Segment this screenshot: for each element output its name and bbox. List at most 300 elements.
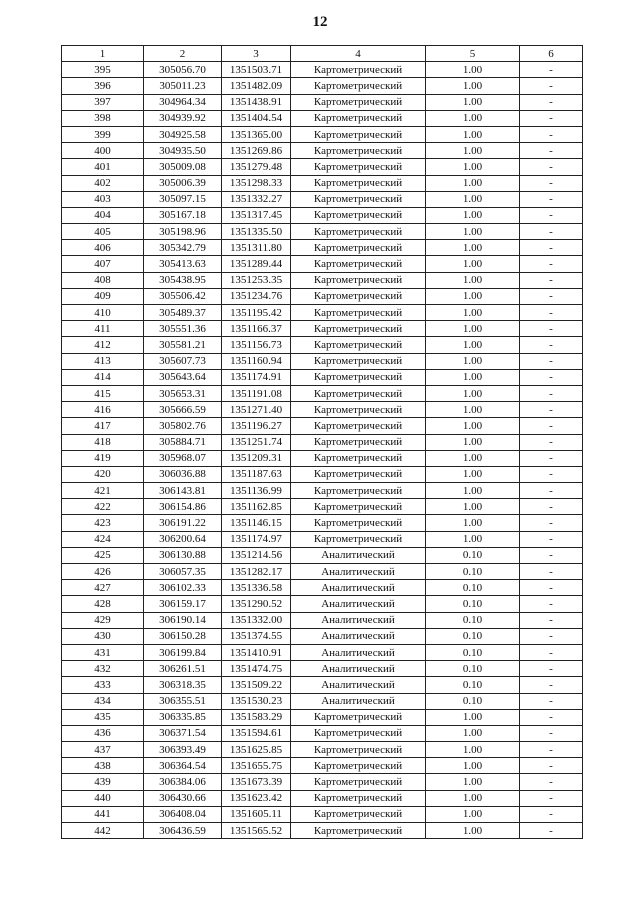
note-cell: -: [520, 483, 583, 499]
x-coordinate-cell: 305198.96: [144, 224, 222, 240]
method-cell: Картометрический: [291, 240, 426, 256]
y-coordinate-cell: 1351374.55: [222, 628, 291, 644]
method-cell: Аналитический: [291, 644, 426, 660]
point-number-cell: 418: [62, 434, 144, 450]
point-number-cell: 430: [62, 628, 144, 644]
note-cell: -: [520, 94, 583, 110]
point-number-cell: 431: [62, 644, 144, 660]
accuracy-cell: 1.00: [426, 466, 520, 482]
method-cell: Аналитический: [291, 628, 426, 644]
note-cell: -: [520, 143, 583, 159]
method-cell: Картометрический: [291, 823, 426, 839]
point-number-cell: 411: [62, 321, 144, 337]
x-coordinate-cell: 306318.35: [144, 677, 222, 693]
y-coordinate-cell: 1351605.11: [222, 806, 291, 822]
accuracy-cell: 1.00: [426, 240, 520, 256]
x-coordinate-cell: 305968.07: [144, 450, 222, 466]
method-cell: Картометрический: [291, 305, 426, 321]
point-number-cell: 417: [62, 418, 144, 434]
table-row: [62, 709, 583, 725]
point-number-cell: 405: [62, 224, 144, 240]
note-cell: -: [520, 256, 583, 272]
point-number-cell: 436: [62, 725, 144, 741]
x-coordinate-cell: 305006.39: [144, 175, 222, 191]
method-cell: Картометрический: [291, 191, 426, 207]
table-row: [62, 564, 583, 580]
note-cell: -: [520, 369, 583, 385]
y-coordinate-cell: 1351289.44: [222, 256, 291, 272]
x-coordinate-cell: 305666.59: [144, 402, 222, 418]
y-coordinate-cell: 1351214.56: [222, 547, 291, 563]
point-number-cell: 408: [62, 272, 144, 288]
note-cell: -: [520, 240, 583, 256]
note-cell: -: [520, 806, 583, 822]
note-cell: -: [520, 661, 583, 677]
method-cell: Картометрический: [291, 450, 426, 466]
table-row: [62, 288, 583, 304]
point-number-cell: 422: [62, 499, 144, 515]
note-cell: -: [520, 434, 583, 450]
point-number-cell: 425: [62, 547, 144, 563]
table-row: [62, 159, 583, 175]
point-number-cell: 441: [62, 806, 144, 822]
method-cell: Картометрический: [291, 483, 426, 499]
x-coordinate-cell: 306393.49: [144, 742, 222, 758]
x-coordinate-cell: 305489.37: [144, 305, 222, 321]
column-header-5: 5: [426, 46, 520, 62]
y-coordinate-cell: 1351136.99: [222, 483, 291, 499]
accuracy-cell: 1.00: [426, 790, 520, 806]
note-cell: -: [520, 580, 583, 596]
note-cell: -: [520, 742, 583, 758]
y-coordinate-cell: 1351279.48: [222, 159, 291, 175]
note-cell: -: [520, 159, 583, 175]
note-cell: -: [520, 62, 583, 78]
x-coordinate-cell: 305097.15: [144, 191, 222, 207]
x-coordinate-cell: 305551.36: [144, 321, 222, 337]
x-coordinate-cell: 306408.04: [144, 806, 222, 822]
x-coordinate-cell: 306364.54: [144, 758, 222, 774]
table-row: [62, 790, 583, 806]
method-cell: Картометрический: [291, 758, 426, 774]
accuracy-cell: 1.00: [426, 385, 520, 401]
table-row: [62, 823, 583, 839]
x-coordinate-cell: 306191.22: [144, 515, 222, 531]
note-cell: -: [520, 402, 583, 418]
accuracy-cell: 1.00: [426, 418, 520, 434]
x-coordinate-cell: 305009.08: [144, 159, 222, 175]
table-row: [62, 418, 583, 434]
x-coordinate-cell: 306200.64: [144, 531, 222, 547]
y-coordinate-cell: 1351234.76: [222, 288, 291, 304]
x-coordinate-cell: 306154.86: [144, 499, 222, 515]
method-cell: Картометрический: [291, 774, 426, 790]
method-cell: Аналитический: [291, 547, 426, 563]
x-coordinate-cell: 305884.71: [144, 434, 222, 450]
note-cell: -: [520, 418, 583, 434]
point-number-cell: 415: [62, 385, 144, 401]
method-cell: Картометрический: [291, 78, 426, 94]
x-coordinate-cell: 305506.42: [144, 288, 222, 304]
point-number-cell: 399: [62, 126, 144, 142]
table-row: [62, 126, 583, 142]
y-coordinate-cell: 1351162.85: [222, 499, 291, 515]
point-number-cell: 423: [62, 515, 144, 531]
y-coordinate-cell: 1351195.42: [222, 305, 291, 321]
point-number-cell: 432: [62, 661, 144, 677]
page-number: 12: [312, 14, 328, 30]
method-cell: Картометрический: [291, 466, 426, 482]
method-cell: Аналитический: [291, 580, 426, 596]
x-coordinate-cell: 305653.31: [144, 385, 222, 401]
accuracy-cell: 0.10: [426, 644, 520, 660]
point-number-cell: 421: [62, 483, 144, 499]
method-cell: Картометрический: [291, 159, 426, 175]
accuracy-cell: 0.10: [426, 661, 520, 677]
table-row: [62, 369, 583, 385]
table-row: [62, 466, 583, 482]
y-coordinate-cell: 1351332.00: [222, 612, 291, 628]
note-cell: -: [520, 758, 583, 774]
accuracy-cell: 1.00: [426, 483, 520, 499]
note-cell: -: [520, 337, 583, 353]
accuracy-cell: 0.10: [426, 547, 520, 563]
point-number-cell: 440: [62, 790, 144, 806]
x-coordinate-cell: 304935.50: [144, 143, 222, 159]
y-coordinate-cell: 1351146.15: [222, 515, 291, 531]
point-number-cell: 413: [62, 353, 144, 369]
note-cell: -: [520, 823, 583, 839]
x-coordinate-cell: 305167.18: [144, 207, 222, 223]
y-coordinate-cell: 1351335.50: [222, 224, 291, 240]
x-coordinate-cell: 305643.64: [144, 369, 222, 385]
x-coordinate-cell: 306384.06: [144, 774, 222, 790]
accuracy-cell: 1.00: [426, 78, 520, 94]
table-row: [62, 240, 583, 256]
point-number-cell: 412: [62, 337, 144, 353]
table-row: [62, 207, 583, 223]
y-coordinate-cell: 1351174.97: [222, 531, 291, 547]
method-cell: Картометрический: [291, 806, 426, 822]
point-number-cell: 404: [62, 207, 144, 223]
x-coordinate-cell: 306057.35: [144, 564, 222, 580]
accuracy-cell: 1.00: [426, 402, 520, 418]
table-row: [62, 677, 583, 693]
method-cell: Картометрический: [291, 402, 426, 418]
note-cell: -: [520, 709, 583, 725]
y-coordinate-cell: 1351503.71: [222, 62, 291, 78]
method-cell: Картометрический: [291, 143, 426, 159]
note-cell: -: [520, 612, 583, 628]
table-row: [62, 337, 583, 353]
note-cell: -: [520, 790, 583, 806]
x-coordinate-cell: 305438.95: [144, 272, 222, 288]
accuracy-cell: 1.00: [426, 126, 520, 142]
coordinates-table: [61, 45, 583, 839]
accuracy-cell: 1.00: [426, 531, 520, 547]
point-number-cell: 424: [62, 531, 144, 547]
table-row: [62, 531, 583, 547]
point-number-cell: 407: [62, 256, 144, 272]
table-body: [62, 62, 583, 839]
accuracy-cell: 1.00: [426, 288, 520, 304]
accuracy-cell: 1.00: [426, 742, 520, 758]
accuracy-cell: 1.00: [426, 321, 520, 337]
column-header-2: 2: [144, 46, 222, 62]
method-cell: Аналитический: [291, 612, 426, 628]
table-row: [62, 256, 583, 272]
x-coordinate-cell: 306335.85: [144, 709, 222, 725]
note-cell: -: [520, 321, 583, 337]
note-cell: -: [520, 110, 583, 126]
accuracy-cell: 1.00: [426, 774, 520, 790]
note-cell: -: [520, 272, 583, 288]
y-coordinate-cell: 1351365.00: [222, 126, 291, 142]
accuracy-cell: 0.10: [426, 677, 520, 693]
point-number-cell: 395: [62, 62, 144, 78]
note-cell: -: [520, 628, 583, 644]
x-coordinate-cell: 306371.54: [144, 725, 222, 741]
note-cell: -: [520, 224, 583, 240]
table-row: [62, 450, 583, 466]
method-cell: Картометрический: [291, 725, 426, 741]
accuracy-cell: 0.10: [426, 596, 520, 612]
accuracy-cell: 1.00: [426, 450, 520, 466]
y-coordinate-cell: 1351474.75: [222, 661, 291, 677]
x-coordinate-cell: 305581.21: [144, 337, 222, 353]
x-coordinate-cell: 304925.58: [144, 126, 222, 142]
note-cell: -: [520, 305, 583, 321]
table-row: [62, 385, 583, 401]
table-row: [62, 580, 583, 596]
method-cell: Картометрический: [291, 272, 426, 288]
point-number-cell: 427: [62, 580, 144, 596]
method-cell: Картометрический: [291, 94, 426, 110]
note-cell: -: [520, 774, 583, 790]
y-coordinate-cell: 1351253.35: [222, 272, 291, 288]
y-coordinate-cell: 1351156.73: [222, 337, 291, 353]
y-coordinate-cell: 1351196.27: [222, 418, 291, 434]
point-number-cell: 396: [62, 78, 144, 94]
table-row: [62, 78, 583, 94]
point-number-cell: 434: [62, 693, 144, 709]
table-row: [62, 758, 583, 774]
table-row: [62, 402, 583, 418]
accuracy-cell: 1.00: [426, 806, 520, 822]
table-row: [62, 725, 583, 741]
column-header-3: 3: [222, 46, 291, 62]
accuracy-cell: 1.00: [426, 823, 520, 839]
method-cell: Картометрический: [291, 418, 426, 434]
accuracy-cell: 0.10: [426, 628, 520, 644]
note-cell: -: [520, 499, 583, 515]
y-coordinate-cell: 1351655.75: [222, 758, 291, 774]
accuracy-cell: 1.00: [426, 110, 520, 126]
x-coordinate-cell: 304939.92: [144, 110, 222, 126]
y-coordinate-cell: 1351332.27: [222, 191, 291, 207]
method-cell: Картометрический: [291, 531, 426, 547]
accuracy-cell: 1.00: [426, 159, 520, 175]
y-coordinate-cell: 1351251.74: [222, 434, 291, 450]
x-coordinate-cell: 306436.59: [144, 823, 222, 839]
method-cell: Аналитический: [291, 564, 426, 580]
table-row: [62, 305, 583, 321]
accuracy-cell: 1.00: [426, 369, 520, 385]
y-coordinate-cell: 1351404.54: [222, 110, 291, 126]
table-row: [62, 742, 583, 758]
table-row: [62, 628, 583, 644]
column-header-1: 1: [62, 46, 144, 62]
method-cell: Картометрический: [291, 321, 426, 337]
point-number-cell: 402: [62, 175, 144, 191]
note-cell: -: [520, 78, 583, 94]
method-cell: Аналитический: [291, 693, 426, 709]
table-row: [62, 515, 583, 531]
method-cell: Аналитический: [291, 661, 426, 677]
method-cell: Картометрический: [291, 288, 426, 304]
y-coordinate-cell: 1351209.31: [222, 450, 291, 466]
table-row: [62, 806, 583, 822]
accuracy-cell: 1.00: [426, 305, 520, 321]
accuracy-cell: 0.10: [426, 580, 520, 596]
accuracy-cell: 0.10: [426, 564, 520, 580]
y-coordinate-cell: 1351166.37: [222, 321, 291, 337]
point-number-cell: 435: [62, 709, 144, 725]
point-number-cell: 433: [62, 677, 144, 693]
accuracy-cell: 1.00: [426, 434, 520, 450]
y-coordinate-cell: 1351298.33: [222, 175, 291, 191]
point-number-cell: 439: [62, 774, 144, 790]
x-coordinate-cell: 305802.76: [144, 418, 222, 434]
y-coordinate-cell: 1351271.40: [222, 402, 291, 418]
table-row: [62, 693, 583, 709]
note-cell: -: [520, 450, 583, 466]
table-row: [62, 224, 583, 240]
y-coordinate-cell: 1351482.09: [222, 78, 291, 94]
column-header-4: 4: [291, 46, 426, 62]
table-row: [62, 175, 583, 191]
method-cell: Картометрический: [291, 256, 426, 272]
point-number-cell: 426: [62, 564, 144, 580]
note-cell: -: [520, 191, 583, 207]
method-cell: Картометрический: [291, 742, 426, 758]
accuracy-cell: 0.10: [426, 612, 520, 628]
accuracy-cell: 1.00: [426, 62, 520, 78]
method-cell: Картометрический: [291, 709, 426, 725]
note-cell: -: [520, 677, 583, 693]
accuracy-cell: 0.10: [426, 693, 520, 709]
x-coordinate-cell: 306199.84: [144, 644, 222, 660]
x-coordinate-cell: 306143.81: [144, 483, 222, 499]
accuracy-cell: 1.00: [426, 337, 520, 353]
y-coordinate-cell: 1351290.52: [222, 596, 291, 612]
point-number-cell: 406: [62, 240, 144, 256]
y-coordinate-cell: 1351160.94: [222, 353, 291, 369]
header-row: [62, 46, 583, 62]
x-coordinate-cell: 305011.23: [144, 78, 222, 94]
method-cell: Аналитический: [291, 596, 426, 612]
method-cell: Картометрический: [291, 790, 426, 806]
x-coordinate-cell: 305342.79: [144, 240, 222, 256]
note-cell: -: [520, 531, 583, 547]
note-cell: -: [520, 644, 583, 660]
accuracy-cell: 1.00: [426, 256, 520, 272]
table-row: [62, 612, 583, 628]
method-cell: Картометрический: [291, 126, 426, 142]
table-row: [62, 499, 583, 515]
x-coordinate-cell: 305413.63: [144, 256, 222, 272]
y-coordinate-cell: 1351269.86: [222, 143, 291, 159]
method-cell: Картометрический: [291, 224, 426, 240]
point-number-cell: 438: [62, 758, 144, 774]
y-coordinate-cell: 1351410.91: [222, 644, 291, 660]
table-row: [62, 272, 583, 288]
table-row: [62, 774, 583, 790]
point-number-cell: 442: [62, 823, 144, 839]
y-coordinate-cell: 1351174.91: [222, 369, 291, 385]
x-coordinate-cell: 306355.51: [144, 693, 222, 709]
y-coordinate-cell: 1351583.29: [222, 709, 291, 725]
point-number-cell: 398: [62, 110, 144, 126]
x-coordinate-cell: 306261.51: [144, 661, 222, 677]
column-header-6: 6: [520, 46, 583, 62]
accuracy-cell: 1.00: [426, 515, 520, 531]
x-coordinate-cell: 304964.34: [144, 94, 222, 110]
x-coordinate-cell: 306130.88: [144, 547, 222, 563]
note-cell: -: [520, 725, 583, 741]
note-cell: -: [520, 466, 583, 482]
y-coordinate-cell: 1351509.22: [222, 677, 291, 693]
method-cell: Картометрический: [291, 337, 426, 353]
accuracy-cell: 1.00: [426, 224, 520, 240]
point-number-cell: 410: [62, 305, 144, 321]
method-cell: Картометрический: [291, 369, 426, 385]
note-cell: -: [520, 596, 583, 612]
point-number-cell: 403: [62, 191, 144, 207]
note-cell: -: [520, 288, 583, 304]
x-coordinate-cell: 305607.73: [144, 353, 222, 369]
note-cell: -: [520, 385, 583, 401]
x-coordinate-cell: 306102.33: [144, 580, 222, 596]
accuracy-cell: 1.00: [426, 353, 520, 369]
note-cell: -: [520, 353, 583, 369]
accuracy-cell: 1.00: [426, 207, 520, 223]
accuracy-cell: 1.00: [426, 709, 520, 725]
method-cell: Картометрический: [291, 353, 426, 369]
note-cell: -: [520, 126, 583, 142]
x-coordinate-cell: 306036.88: [144, 466, 222, 482]
note-cell: -: [520, 207, 583, 223]
note-cell: -: [520, 547, 583, 563]
y-coordinate-cell: 1351530.23: [222, 693, 291, 709]
table-row: [62, 321, 583, 337]
y-coordinate-cell: 1351336.58: [222, 580, 291, 596]
accuracy-cell: 1.00: [426, 94, 520, 110]
point-number-cell: 428: [62, 596, 144, 612]
x-coordinate-cell: 306150.28: [144, 628, 222, 644]
accuracy-cell: 1.00: [426, 758, 520, 774]
y-coordinate-cell: 1351438.91: [222, 94, 291, 110]
table-row: [62, 110, 583, 126]
method-cell: Картометрический: [291, 515, 426, 531]
y-coordinate-cell: 1351317.45: [222, 207, 291, 223]
table-row: [62, 596, 583, 612]
y-coordinate-cell: 1351311.80: [222, 240, 291, 256]
table-row: [62, 143, 583, 159]
note-cell: -: [520, 564, 583, 580]
table-row: [62, 483, 583, 499]
y-coordinate-cell: 1351594.61: [222, 725, 291, 741]
